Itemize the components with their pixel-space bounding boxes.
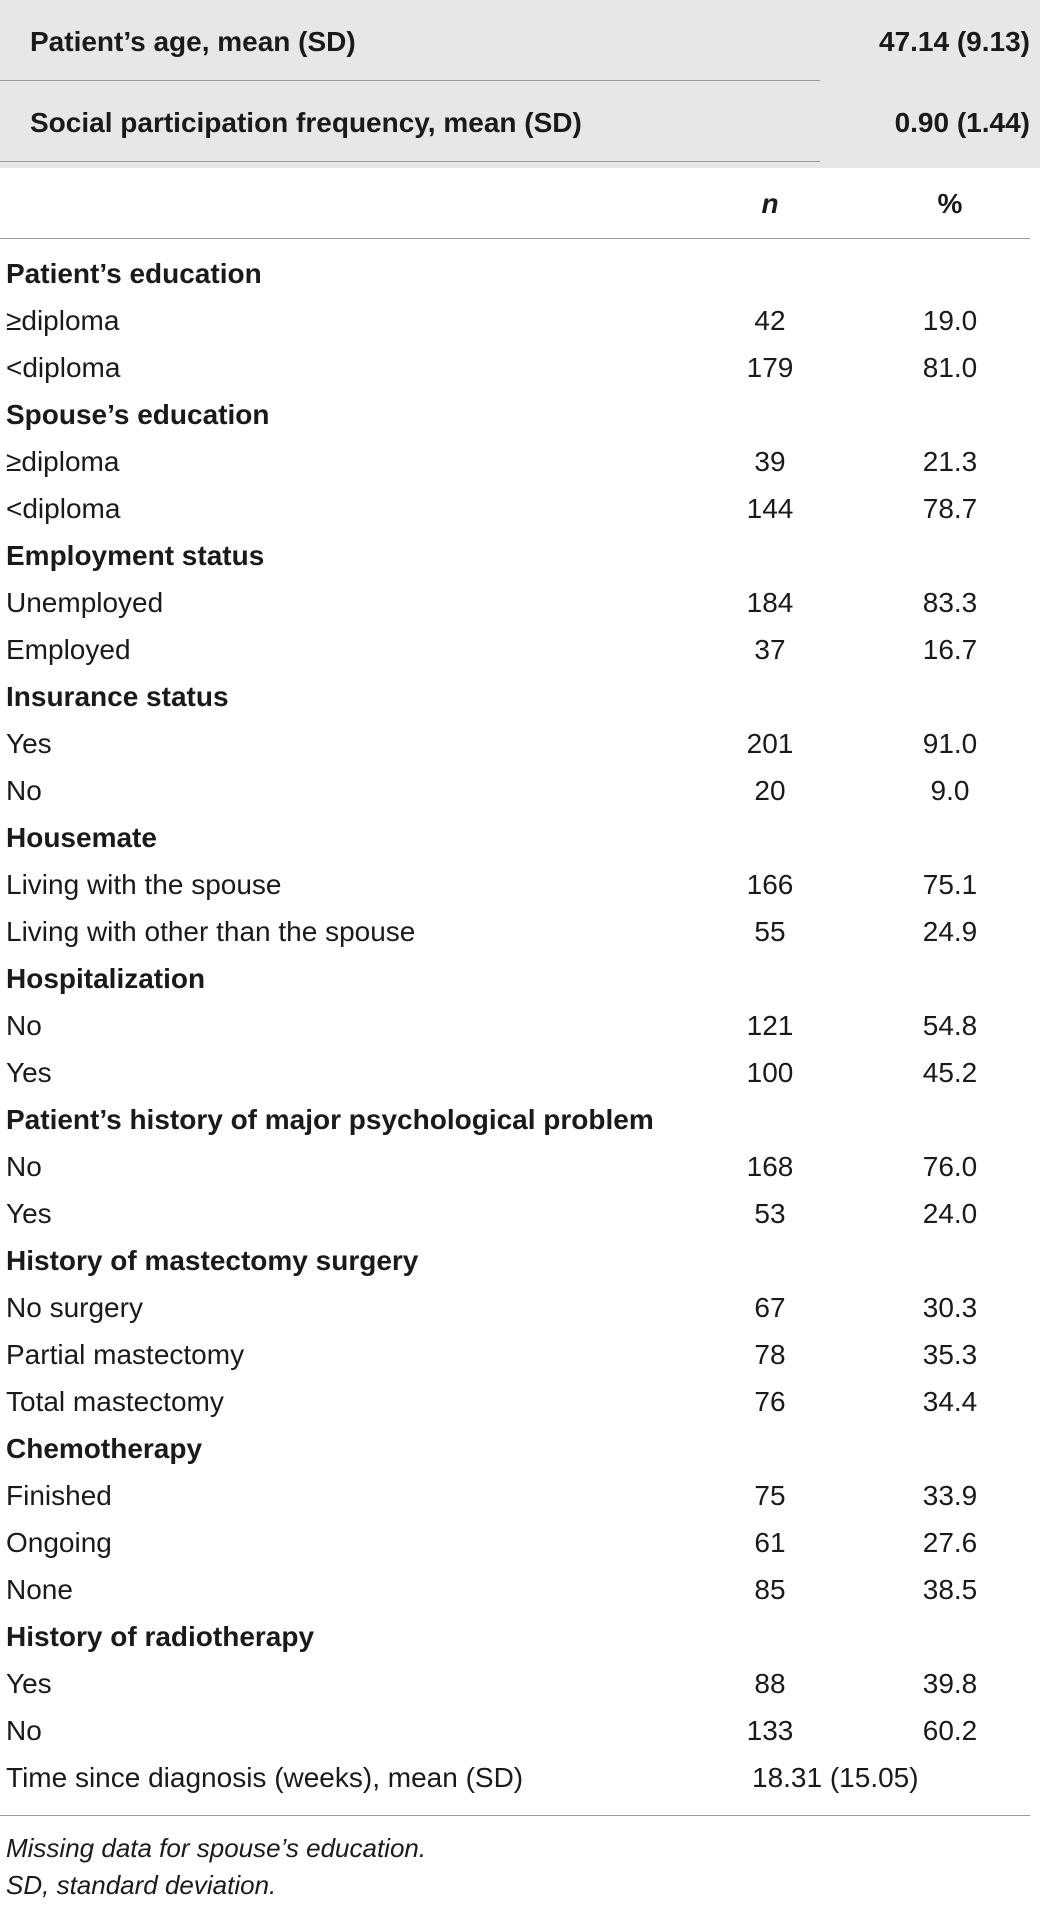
cell-n: 179 [746,352,794,383]
cell-pct: 35.3 [922,1339,978,1370]
cell-mean-sd: 18.31 (15.05) [752,1762,919,1793]
cell-pct: 16.7 [922,634,978,665]
cell-n: 133 [746,1715,794,1746]
cell-pct: 78.7 [922,493,978,524]
cell-n: 20 [754,775,786,806]
column-header-n: n [761,188,779,219]
row-label: ≥diploma [6,446,120,477]
section-label: Employment status [6,540,265,571]
cell-pct: 75.1 [922,869,978,900]
row-label: <diploma [6,493,121,524]
cell-pct: 33.9 [922,1480,978,1511]
cell-pct: 9.0 [930,775,970,806]
cell-n: 144 [746,493,794,524]
cell-pct: 24.9 [922,916,978,947]
cell-pct: 83.3 [922,587,978,618]
cell-n: 121 [746,1010,794,1041]
cell-n: 78 [754,1339,786,1370]
rule-age [0,80,820,81]
row-label: Living with other than the spouse [6,916,416,947]
cell-pct: 34.4 [922,1386,978,1417]
social-value: 0.90 (1.44) [894,107,1030,138]
cell-pct: 30.3 [922,1292,978,1323]
cell-n: 37 [754,634,786,665]
cell-n: 55 [754,916,786,947]
row-label: Finished [6,1480,112,1511]
cell-n: 88 [754,1668,786,1699]
footnote: SD, standard deviation. [6,1870,277,1900]
row-label: ≥diploma [6,305,120,336]
rule-columns [0,238,1030,239]
cell-n: 168 [746,1151,794,1182]
section-label: Spouse’s education [6,399,270,430]
cell-pct: 81.0 [922,352,978,383]
row-label: Yes [6,1668,52,1699]
row-label: Time since diagnosis (weeks), mean (SD) [6,1762,524,1793]
age-value: 47.14 (9.13) [879,26,1030,57]
row-label: No surgery [6,1292,143,1323]
row-label: Yes [6,1198,52,1229]
cell-n: 39 [754,446,786,477]
cell-pct: 21.3 [922,446,978,477]
row-label: Employed [6,634,131,665]
cell-pct: 76.0 [922,1151,978,1182]
section-label: Chemotherapy [6,1433,203,1464]
row-label: Total mastectomy [6,1386,224,1417]
section-label: Hospitalization [6,963,206,994]
cell-n: 184 [746,587,794,618]
cell-n: 85 [754,1574,786,1605]
cell-n: 76 [754,1386,786,1417]
cell-n: 75 [754,1480,786,1511]
cell-pct: 45.2 [922,1057,978,1088]
row-label: <diploma [6,352,121,383]
cell-n: 53 [754,1198,786,1229]
row-label: Living with the spouse [6,869,282,900]
section-label: Patient’s education [6,258,262,289]
row-label: Ongoing [6,1527,112,1558]
row-label: No [6,1715,42,1746]
rule-bottom [0,1815,1030,1816]
cell-n: 61 [754,1527,786,1558]
cell-n: 67 [754,1292,786,1323]
cell-pct: 91.0 [922,728,978,759]
column-header-pct: % [937,188,963,219]
row-label: Unemployed [6,587,164,618]
cell-n: 201 [746,728,794,759]
row-label: Yes [6,728,52,759]
social-label: Social participation frequency, mean (SD) [30,107,582,138]
cell-pct: 60.2 [922,1715,978,1746]
cell-pct: 24.0 [922,1198,978,1229]
row-label: No [6,775,42,806]
cell-pct: 39.8 [922,1668,978,1699]
footnote: Missing data for spouse’s education. [6,1833,427,1863]
age-label: Patient’s age, mean (SD) [30,26,356,57]
section-label: History of radiotherapy [6,1621,315,1652]
section-label: Insurance status [6,681,229,712]
rule-social [0,161,820,162]
cell-pct: 38.5 [922,1574,978,1605]
section-label: Housemate [6,822,157,853]
row-label: No [6,1010,42,1041]
cell-n: 100 [746,1057,794,1088]
section-label: Patient’s history of major psychological problem [6,1104,654,1135]
cell-pct: 54.8 [922,1010,978,1041]
cell-pct: 27.6 [922,1527,978,1558]
row-label: Yes [6,1057,52,1088]
cell-n: 42 [754,305,786,336]
section-label: History of mastectomy surgery [6,1245,419,1276]
row-label: No [6,1151,42,1182]
cell-n: 166 [746,869,794,900]
cell-pct: 19.0 [922,305,978,336]
row-label: None [6,1574,73,1605]
row-label: Partial mastectomy [6,1339,245,1370]
